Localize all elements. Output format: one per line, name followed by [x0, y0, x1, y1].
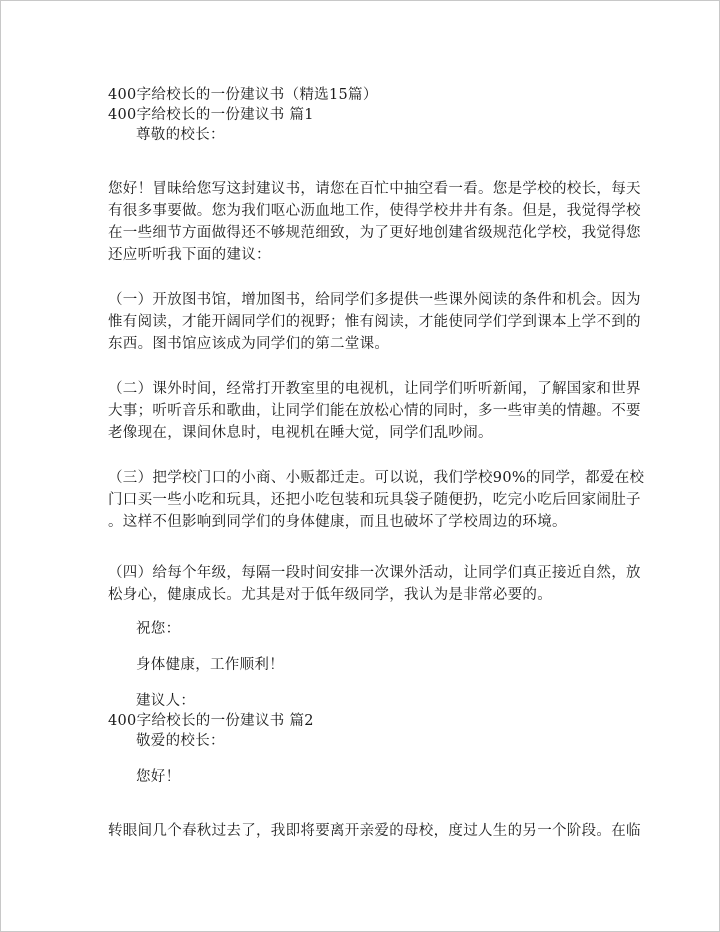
- essay1-point3-line: 门口买一些小吃和玩具，还把小吃包装和玩具袋子随便扔，吃完小吃后回家闹肚子: [108, 492, 641, 508]
- essay1-intro-line: 有很多事要做。您为我们呕心沥血地工作，使得学校井井有条。但是，我觉得学校: [108, 203, 641, 219]
- essay2-greeting: 您好！: [136, 769, 181, 785]
- essay1-point2-line: （二）课外时间，经常打开教室里的电视机，让同学们听听新闻，了解国家和世界: [108, 381, 641, 397]
- essay1-salutation: 尊敬的校长：: [136, 127, 225, 143]
- essay2-heading: 400字给校长的一份建议书 篇2: [108, 713, 314, 729]
- essay1-intro-line: 还应听听我下面的建议：: [108, 247, 271, 263]
- essay1-point4-line: （四）给每个年级，每隔一段时间安排一次课外活动，让同学们真正接近自然，放: [108, 565, 641, 581]
- essay1-heading: 400字给校长的一份建议书 篇1: [108, 107, 314, 123]
- essay1-point4-line: 松身心，健康成长。尤其是对于低年级同学，我认为是非常必要的。: [108, 587, 552, 603]
- essay1-point3-line: （三）把学校门口的小商、小贩都迁走。可以说，我们学校90%的同学，都爱在校: [108, 470, 645, 486]
- essay1-signature: 建议人：: [136, 693, 196, 709]
- essay1-point2-line: 老像现在，课间休息时，电视机在睡大觉，同学们乱吵闹。: [108, 425, 493, 441]
- essay1-intro-line: 在一些细节方面做得还不够规范细致，为了更好地创建省级规范化学校，我觉得您: [108, 225, 641, 241]
- essay1-point1-line: 惟有阅读，才能开阔同学们的视野；惟有阅读，才能使同学们学到课本上学不到的: [108, 314, 641, 330]
- essay1-point1-line: （一）开放图书馆，增加图书，给同学们多提供一些课外阅读的条件和机会。因为: [108, 292, 641, 308]
- essay1-intro-line: 您好！冒昧给您写这封建议书，请您在百忙中抽空看一看。您是学校的校长，每天: [108, 181, 641, 197]
- essay1-closing-blessing: 身体健康，工作顺利！: [136, 657, 284, 673]
- essay1-point1-line: 东西。图书馆应该成为同学们的第二堂课。: [108, 336, 390, 352]
- essay2-salutation: 敬爱的校长：: [136, 733, 225, 749]
- essay1-point2-line: 大事；听听音乐和歌曲，让同学们能在放松心情的同时，多一些审美的情趣。不要: [108, 403, 641, 419]
- essay2-body-line: 转眼间几个春秋过去了，我即将要离开亲爱的母校，度过人生的另一个阶段。在临: [108, 823, 641, 839]
- essay1-closing-wish: 祝您：: [136, 621, 181, 637]
- document-title: 400字给校长的一份建议书（精选15篇）: [108, 87, 378, 103]
- essay1-point3-line: 。这样不但影响到同学们的身体健康，而且也破坏了学校周边的环境。: [108, 514, 567, 530]
